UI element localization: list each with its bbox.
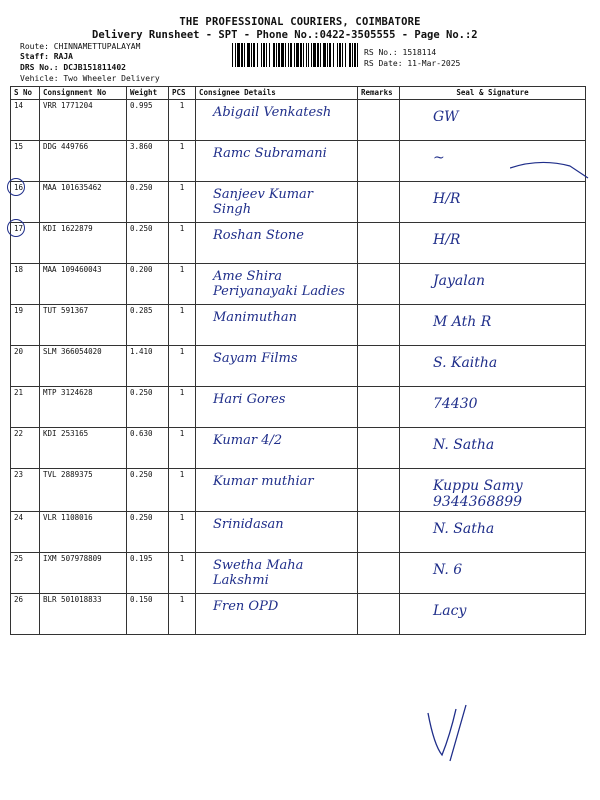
row-weight-text: 0.200 [130, 265, 153, 274]
row-signature [400, 100, 586, 141]
row-sno-text: 23 [14, 470, 24, 479]
row-weight [127, 264, 169, 305]
row-consignee-details-text: Sayam Films [213, 351, 298, 366]
table-row [11, 387, 586, 428]
row-sno-text: 21 [14, 388, 24, 397]
row-consignment [40, 469, 127, 512]
check-mark-icon [420, 695, 490, 765]
row-remarks [358, 223, 400, 264]
table-row [11, 305, 586, 346]
row-signature-text: S. Kaitha [433, 355, 498, 371]
row-consignment-text: TVL 2889375 [43, 470, 93, 479]
row-remarks [358, 141, 400, 182]
row-pcs-text: 1 [179, 470, 185, 479]
row-sno-text: 26 [14, 595, 24, 604]
row-remarks [358, 428, 400, 469]
row-signature-text: N. Satha [433, 437, 495, 453]
row-consignment [40, 553, 127, 594]
table-header-row [11, 87, 586, 100]
row-consignment [40, 594, 127, 635]
row-pcs [169, 100, 196, 141]
row-pcs-text: 1 [179, 388, 185, 397]
company-title: THE PROFESSIONAL COURIERS, COIMBATORE [179, 16, 421, 28]
row-consignee-details [196, 346, 358, 387]
row-pcs [169, 141, 196, 182]
row-consignee-details-text: Abigail Venkatesh [213, 105, 332, 120]
row-consignee-details-text: Sanjeev Kumar Singh [213, 187, 314, 217]
row-weight [127, 469, 169, 512]
row-signature-text: Jayalan [433, 273, 486, 289]
table-row [11, 469, 586, 512]
table-row [11, 100, 586, 141]
row-consignment-text: KDI 253165 [43, 429, 89, 438]
row-pcs [169, 594, 196, 635]
row-signature [400, 387, 586, 428]
row-consignment [40, 182, 127, 223]
row-sno-text: 24 [14, 513, 24, 522]
row-remarks [358, 100, 400, 141]
row-weight-text: 0.195 [130, 554, 153, 563]
row-weight-text: 1.410 [130, 347, 153, 356]
row-pcs-text: 1 [179, 554, 185, 563]
row-sno-text: 25 [14, 554, 24, 563]
row-sno [11, 428, 40, 469]
table-row [11, 264, 586, 305]
row-signature-text: 74430 [433, 396, 478, 412]
row-pcs [169, 264, 196, 305]
col-signature: Seal & Signature [400, 87, 586, 100]
row-signature [400, 469, 586, 512]
row-sno-text: 17 [14, 224, 24, 233]
row-sno-text: 19 [14, 306, 24, 315]
row-consignee-details [196, 512, 358, 553]
staff-label: Staff: RAJA [20, 52, 73, 61]
row-weight [127, 387, 169, 428]
row-signature-text: Kuppu Samy 9344368899 [433, 478, 523, 510]
row-pcs-text: 1 [179, 224, 185, 233]
col-sno: S No [11, 87, 40, 100]
row-signature [400, 428, 586, 469]
row-weight [127, 100, 169, 141]
row-remarks [358, 512, 400, 553]
table-row [11, 182, 586, 223]
row-weight-text: 3.860 [130, 142, 153, 151]
table-row [11, 223, 586, 264]
row-consignment [40, 512, 127, 553]
row-sno-text: 20 [14, 347, 24, 356]
row-weight-text: 0.285 [130, 306, 153, 315]
row-sno-text: 16 [14, 183, 24, 192]
row-pcs-text: 1 [179, 101, 185, 110]
col-consignment: Consignment No [40, 87, 127, 100]
row-consignment [40, 141, 127, 182]
row-consignee-details-text: Swetha Maha Lakshmi [213, 558, 304, 588]
row-signature [400, 305, 586, 346]
row-consignment [40, 305, 127, 346]
row-pcs [169, 223, 196, 264]
row-weight [127, 182, 169, 223]
row-sno [11, 100, 40, 141]
row-remarks [358, 346, 400, 387]
row-consignment-text: MAA 101635462 [43, 183, 102, 192]
table-row [11, 594, 586, 635]
row-pcs-text: 1 [179, 429, 185, 438]
row-pcs [169, 512, 196, 553]
row-weight-text: 0.250 [130, 470, 153, 479]
row-consignee-details-text: Hari Gores [213, 392, 286, 407]
row-consignee-details-text: Srinidasan [213, 517, 284, 532]
col-weight: Weight [127, 87, 169, 100]
row-pcs [169, 428, 196, 469]
row-remarks [358, 553, 400, 594]
row-remarks [358, 305, 400, 346]
row-consignee-details-text: Kumar 4/2 [213, 433, 283, 448]
row-signature [400, 553, 586, 594]
row-consignee-details [196, 469, 358, 512]
row-consignment-text: DDG 449766 [43, 142, 89, 151]
row-consignment [40, 346, 127, 387]
row-consignment-text: BLR 501018833 [43, 595, 102, 604]
row-signature [400, 512, 586, 553]
table-row [11, 141, 586, 182]
table-row [11, 553, 586, 594]
row-pcs [169, 387, 196, 428]
row-weight [127, 594, 169, 635]
circle-mark-17 [7, 219, 25, 237]
row-consignee-details [196, 182, 358, 223]
row-consignee-details-text: Kumar muthiar [213, 474, 314, 489]
col-consignee: Consignee Details [196, 87, 358, 100]
row-weight-text: 0.150 [130, 595, 153, 604]
row-remarks [358, 264, 400, 305]
row-signature [400, 264, 586, 305]
row-sno [11, 594, 40, 635]
row-pcs [169, 182, 196, 223]
row-remarks [358, 469, 400, 512]
row-weight [127, 346, 169, 387]
row-pcs-text: 1 [179, 183, 185, 192]
rs-date: RS Date: 11-Mar-2025 [364, 59, 461, 68]
row-consignment-text: TUT 591367 [43, 306, 89, 315]
row-sno [11, 346, 40, 387]
row-consignment [40, 223, 127, 264]
row-consignee-details-text: Fren OPD [213, 599, 279, 614]
row-signature-text: N. Satha [433, 521, 495, 537]
row-weight [127, 553, 169, 594]
row-weight-text: 0.250 [130, 388, 153, 397]
row-sno [11, 512, 40, 553]
row-consignee-details [196, 264, 358, 305]
row-signature [400, 346, 586, 387]
drs-number: DRS No.: DCJB151811402 [20, 63, 126, 72]
row-weight [127, 428, 169, 469]
row-consignee-details-text: Ramc Subramani [213, 146, 327, 161]
table-row [11, 512, 586, 553]
row-consignee-details [196, 428, 358, 469]
row-consignee-details [196, 141, 358, 182]
row-consignee-details-text: Roshan Stone [213, 228, 304, 243]
row-consignment-text: IXM 507978809 [43, 554, 102, 563]
row-weight [127, 223, 169, 264]
row-signature-text: ~ [433, 150, 445, 166]
row-weight [127, 305, 169, 346]
row-pcs-text: 1 [179, 513, 185, 522]
row-pcs-text: 1 [179, 595, 185, 604]
row-signature-text: M Ath R [433, 314, 492, 330]
col-pcs: PCS [169, 87, 196, 100]
table-row [11, 428, 586, 469]
row-sno [11, 141, 40, 182]
runsheet-table [10, 86, 586, 635]
row-pcs [169, 346, 196, 387]
row-consignee-details [196, 305, 358, 346]
row-consignee-details [196, 223, 358, 264]
barcode-image [232, 43, 358, 67]
col-remarks: Remarks [358, 87, 400, 100]
row-weight-text: 0.250 [130, 183, 153, 192]
row-consignee-details [196, 100, 358, 141]
row-consignment-text: VRR 1771204 [43, 101, 93, 110]
row-remarks [358, 387, 400, 428]
row-signature-text: GW [433, 109, 459, 125]
row-consignment [40, 428, 127, 469]
row-remarks [358, 182, 400, 223]
rs-number: RS No.: 1518114 [364, 48, 437, 57]
row-signature [400, 223, 586, 264]
row-consignee-details [196, 553, 358, 594]
row-sno [11, 305, 40, 346]
row-weight-text: 0.250 [130, 513, 153, 522]
row-signature-text: H/R [433, 232, 461, 248]
row-pcs [169, 553, 196, 594]
row-signature-text: N. 6 [433, 562, 463, 578]
signature-stroke-icon [510, 148, 590, 188]
row-consignment [40, 264, 127, 305]
row-consignment-text: MAA 109460043 [43, 265, 102, 274]
row-sno [11, 387, 40, 428]
row-consignment [40, 387, 127, 428]
row-weight [127, 512, 169, 553]
row-consignment-text: SLM 366054020 [43, 347, 102, 356]
row-sno-text: 18 [14, 265, 24, 274]
row-pcs-text: 1 [179, 306, 185, 315]
row-signature-text: H/R [433, 191, 461, 207]
row-sno-text: 14 [14, 101, 24, 110]
row-weight-text: 0.995 [130, 101, 153, 110]
row-consignee-details [196, 387, 358, 428]
row-pcs [169, 305, 196, 346]
vehicle-label: Vehicle: Two Wheeler Delivery [20, 74, 160, 83]
row-consignment-text: VLR 1108016 [43, 513, 93, 522]
row-weight-text: 0.250 [130, 224, 153, 233]
runsheet-subtitle: Delivery Runsheet - SPT - Phone No.:0422-3505555 - Page No.:2 [92, 29, 478, 41]
row-signature-text: Lacy [433, 603, 467, 619]
row-pcs-text: 1 [179, 265, 185, 274]
row-signature [400, 594, 586, 635]
row-sno-text: 15 [14, 142, 24, 151]
row-consignment [40, 100, 127, 141]
row-consignment-text: KDI 1622879 [43, 224, 93, 233]
row-pcs-text: 1 [179, 142, 185, 151]
table-row [11, 346, 586, 387]
row-consignee-details-text: Ame Shira Periyanayaki Ladies [213, 269, 345, 299]
circle-mark-16 [7, 178, 25, 196]
row-sno-text: 22 [14, 429, 24, 438]
row-pcs [169, 469, 196, 512]
row-remarks [358, 594, 400, 635]
row-consignee-details-text: Manimuthan [213, 310, 298, 325]
row-pcs-text: 1 [179, 347, 185, 356]
row-consignee-details [196, 594, 358, 635]
row-weight [127, 141, 169, 182]
row-weight-text: 0.630 [130, 429, 153, 438]
row-sno [11, 469, 40, 512]
row-consignment-text: MTP 3124628 [43, 388, 93, 397]
row-sno [11, 264, 40, 305]
row-sno [11, 553, 40, 594]
route-label: Route: CHINNAMETTUPALAYAM [20, 42, 141, 51]
